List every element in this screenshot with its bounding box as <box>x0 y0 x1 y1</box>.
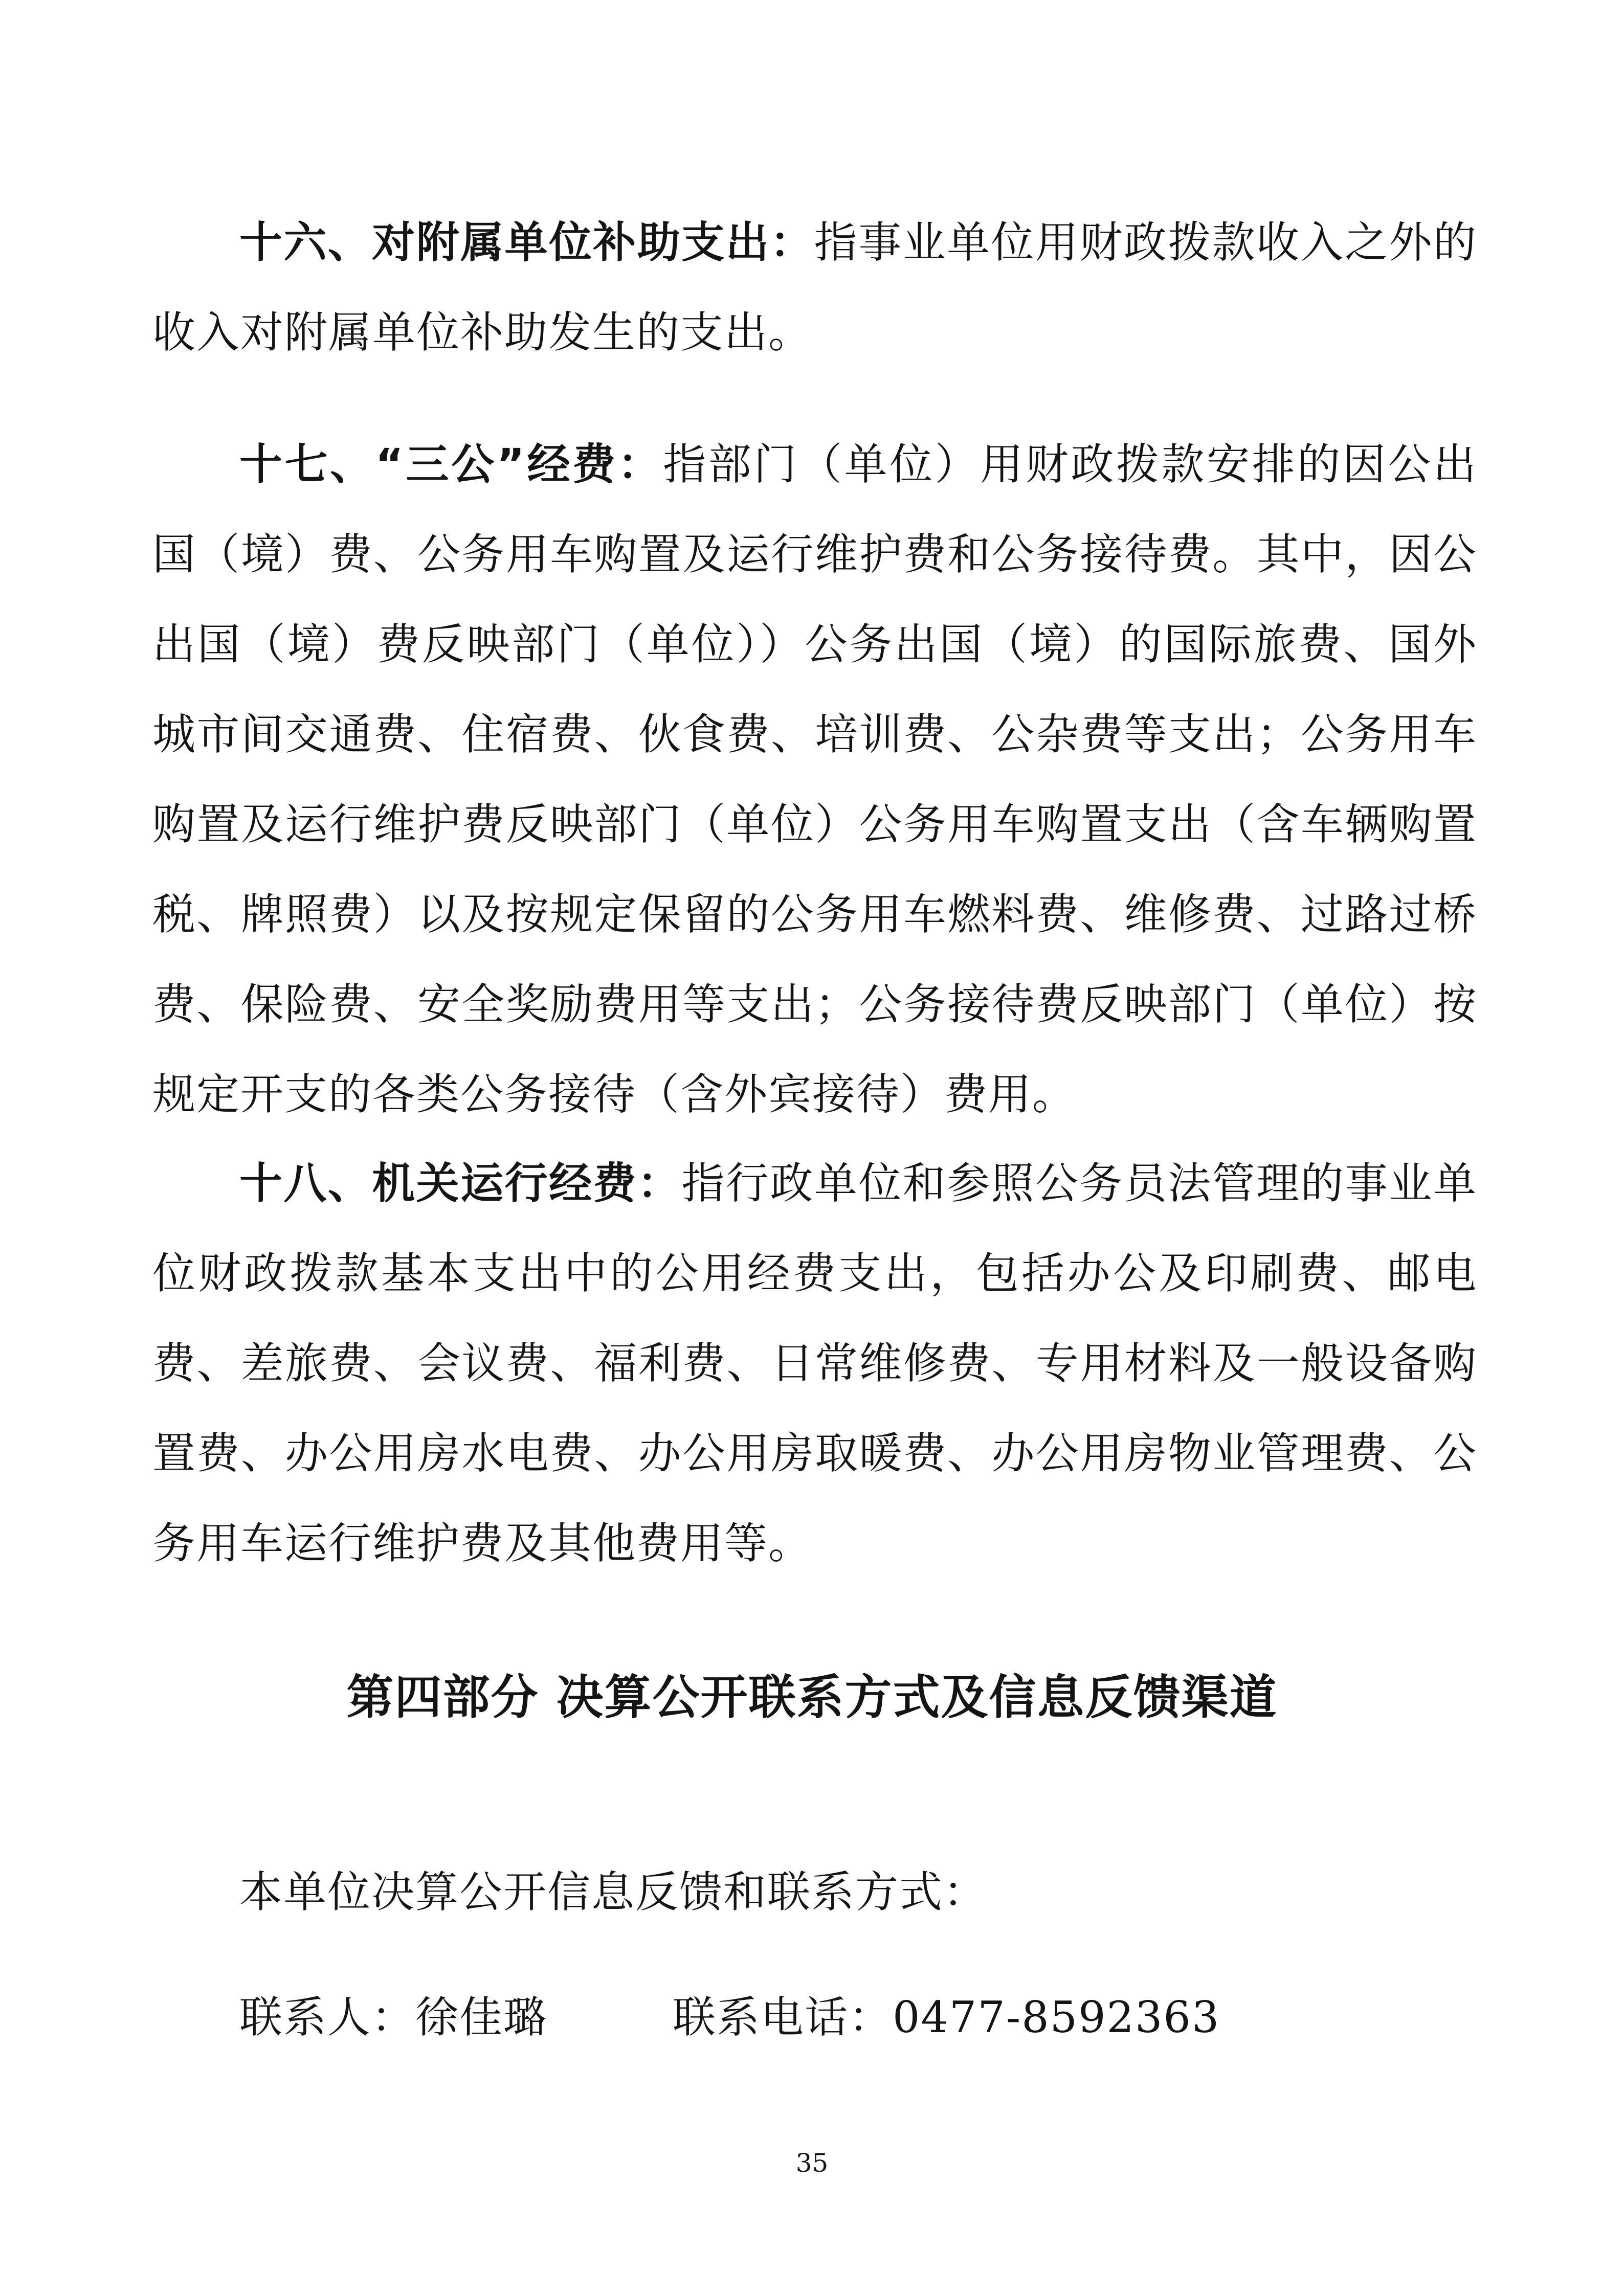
definition-text: 指行政单位和参照公务员法管理的事业单位财政拨款基本支出中的公用经费支出，包括办公及印刷费、邮电费、差旅费、会议费、福利费、日常维修费、专用材料及一般设备购置费、办公用房水电费、办公用房取暖费、办公用房物业管理费、公务用车运行维护费及其他费用等。 <box>152 1158 1477 1568</box>
contact-phone: 0477-8592363 <box>893 1992 1220 2042</box>
contact-line <box>239 1979 1220 2056</box>
page-number: 35 <box>795 2148 829 2178</box>
definition-text: 指部门（单位）用财政拨款安排的因公出国（境）费、公务用车购置及运行维护费和公务接待费。其中，因公出国（境）费反映部门（单位））公务出国（境）的国际旅费、国外城市间交通费、住宿费、伙食费、培训费、公杂费等支出；公务用车购置及运行维护费反映部门（单位）公务用车购置支出（含车辆购置税、牌照费）以及按规定保留的公务用车燃料费、维修费、过路过桥费、保险费、安全奖励费用等支出；公务接待费反映部门（单位）按规定开支的各类公务接待（含外宾接待）费用。 <box>152 439 1477 1119</box>
contact-person-label: 联系人： <box>239 1992 416 2042</box>
contact-intro: 本单位决算公开信息反馈和联系方式： <box>239 1867 988 1917</box>
contact-person-name: 徐佳璐 <box>415 1992 548 2042</box>
definition-paragraph-16 <box>152 197 1477 377</box>
definition-paragraph-17 <box>152 419 1477 1139</box>
definition-text: 指事业单位用财政拨款收入之外的收入对附属单位补助发生的支出。 <box>152 217 1477 357</box>
definition-term: 十七、“三公”经费： <box>239 439 663 489</box>
definition-term: 十八、机关运行经费： <box>239 1158 682 1208</box>
contact-phone-label: 联系电话： <box>673 1992 893 2042</box>
section-title: 第四部分 决算公开联系方式及信息反馈渠道 <box>346 1670 1278 1725</box>
definition-term: 十六、对附属单位补助支出： <box>239 217 814 267</box>
definition-paragraph-18 <box>152 1138 1477 1588</box>
